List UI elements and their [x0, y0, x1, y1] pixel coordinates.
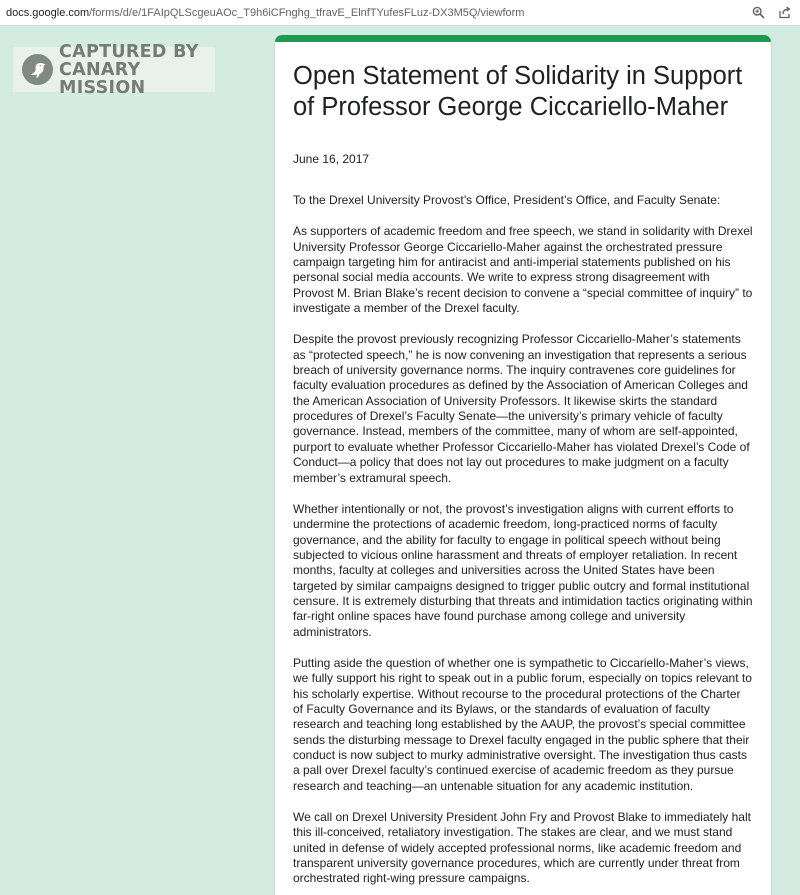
form-paragraph: As supporters of academic freedom and free speech, we stand in solidarity with Drexel University Professor George Ciccariello-Maher against the orchestrated pressure campaign targeting him for antiracist and anti-imperial statements published on his personal social media accounts. We write to express strong disagreement with Provost M. Brian Blake’s recent decision to convene a “special committee of inquiry” to investigate a member of the Drexel faculty. — [293, 224, 753, 316]
watermark-line2: CANARY MISSION — [59, 59, 146, 98]
form-title: Open Statement of Solidarity in Support of Professor George Ciccariello-Maher — [293, 62, 743, 121]
canary-bird-logo-icon — [22, 54, 53, 85]
canary-mission-watermark — [13, 41, 215, 98]
form-paragraph: Whether intentionally or not, the provost’s investigation aligns with current efforts to undermine the protections of academic freedom, long-practiced norms of faculty governance, and the ability for faculty to engage in political speech without being subjected to vicious online harassment and threats of employer retaliation. In recent months, faculty at colleges and universities across the United States have been targeted by similar campaigns designed to trigger public outcry and formal institutional censure. It is extremely disturbing that threats and intimidation tactics originating within far-right online spaces have found purchase among college and university administrators. — [293, 501, 753, 639]
form-paragraph: Putting aside the question of whether one is sympathetic to Ciccariello-Maher’s views, we fully support his right to speak out in a public forum, especially on topics relevant to his scholarly expertise. Without recourse to the procedural protections of the Charter of Faculty Governance and its Bylaws, or the standards of evaluation of faculty research and teaching long established by the AAUP, the provost’s special committee sends the disturbing message to Drexel faculty engaged in the public sphere that their conduct is now subject to murky administrative oversight. The investigation thus casts a pall over Drexel faculty’s continued exercise of academic freedom as they pursue research and teaching—an untenable situation for any academic institution. — [293, 655, 752, 793]
url-host: docs.google.com — [6, 6, 90, 19]
form-paragraph: Despite the provost previously recognizing Professor Ciccariello-Maher’s statements as “protected speech,” he is now convening an investigation that represents a serious breach of university governance norms. The inquiry contravenes core guidelines for faculty evaluation procedures as defined by the Association of American Colleges and the American Association of University Professors. It likewise skirts the standard procedures of Drexel’s Faculty Senate—the university’s primary vehicle of faculty governance. Instead, members of the committee, many of whom are self-appointed, purport to evaluate whether Professor Ciccariello-Maher has violated Drexel’s Code of Conduct—a policy that does not lay out procedures to make judgment on a faculty member’s extramural speech. — [293, 332, 750, 485]
form-header — [275, 42, 771, 887]
share-icon[interactable] — [776, 4, 792, 20]
form-card — [275, 35, 771, 895]
address-bar-actions — [750, 4, 792, 20]
form-accent-bar — [275, 35, 771, 42]
zoom-icon[interactable] — [750, 4, 766, 20]
watermark-text — [59, 43, 215, 97]
form-date: June 16, 2017 — [293, 152, 370, 166]
form-salutation: To the Drexel University Provost’s Office, President’s Office, and Faculty Senate: — [293, 193, 721, 207]
url-path: /forms/d/e/1FAIpQLScgeuAOc_T9h6iCFnghg_tfravE_ElnfTYufesFLuz-DX3M5Q/viewform — [89, 6, 525, 19]
watermark-line1: CAPTURED BY — [59, 41, 199, 62]
form-paragraph: We call on Drexel University President John Fry and Provost Blake to immediately halt this ill-conceived, retaliatory investigation. The stakes are clear, and we must stand united in defense of widely accepted professional norms, like academic freedom and transparent university governance procedures, which are currently under threat from orchestrated right-wing pressure campaigns. — [293, 810, 751, 886]
address-bar[interactable] — [0, 0, 800, 26]
url-text[interactable] — [6, 7, 524, 19]
